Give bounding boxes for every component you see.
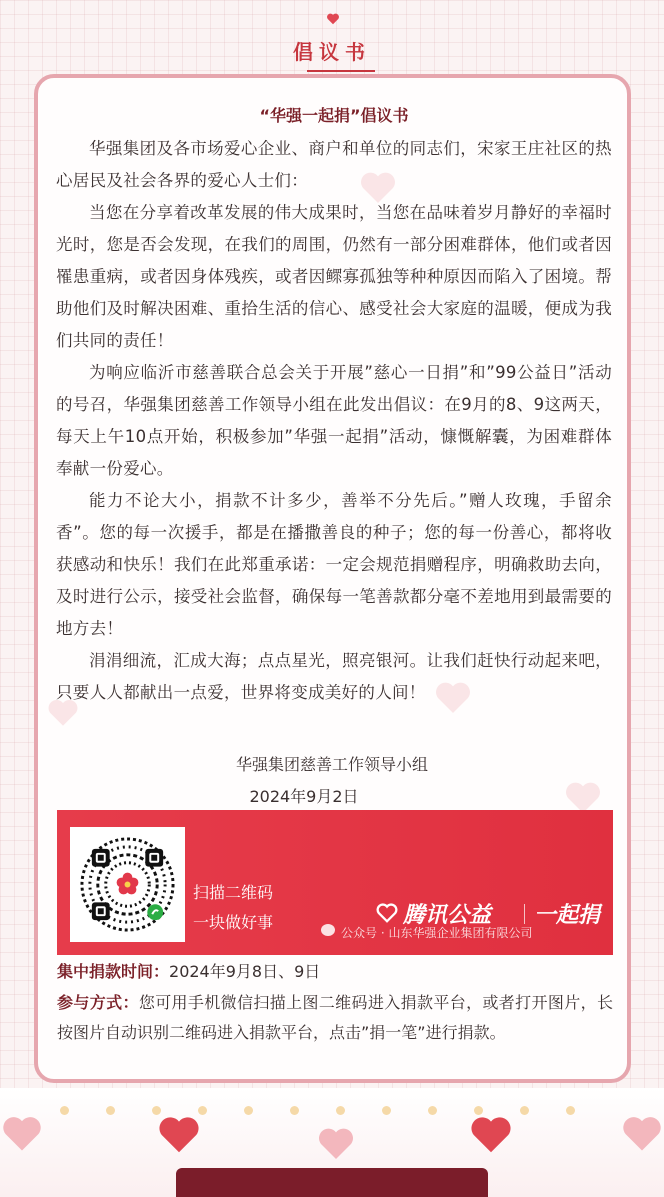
decorative-heart-icon bbox=[0, 1112, 44, 1156]
qr-code[interactable] bbox=[70, 827, 185, 942]
decorative-dot bbox=[566, 1106, 575, 1115]
decorative-heart-icon bbox=[620, 1112, 664, 1156]
page-title: 倡议书 bbox=[293, 40, 371, 64]
participation-method-value: 您可用手机微信扫描上图二维码进入捐款平台，或者打开图片，长按图片自动识别二维码进入捐款平台，点击”捐一笔”进行捐款。 bbox=[57, 993, 613, 1042]
scan-qr-label: 扫描二维码 bbox=[193, 883, 274, 902]
participation-method bbox=[57, 988, 613, 1048]
tencent-charity-logo: 腾讯公益 bbox=[403, 903, 492, 928]
decorative-dot bbox=[244, 1106, 253, 1115]
decorative-dot bbox=[290, 1106, 299, 1115]
heart-logo-icon bbox=[375, 902, 399, 924]
paragraph: 为响应临沂市慈善联合总会关于开展”慈心一日捐”和”99公益日”活动的号召，华强集团慈善工作领导小组在此发出倡议：在9月的8、9这两天，每天上午10点开始，积极参加”华强一起捐”活动，慷慨解囊，为困难群体奉献一份爱心。 bbox=[56, 363, 612, 478]
signature: 华强集团慈善工作领导小组 bbox=[235, 755, 428, 774]
paragraph: 涓涓细流，汇成大海；点点星光，照亮银河。让我们赶快行动起来吧，只要人人都献出一点爱，世界将变成美好的人间！ bbox=[56, 651, 612, 702]
donation-time bbox=[57, 957, 613, 987]
paragraph-salutation: 华强集团及各市场爱心企业、商户和单位的同志们，宋家王庄社区的热心居民及社会各界的爱心人士们： bbox=[56, 139, 612, 190]
logo-divider bbox=[524, 904, 525, 924]
paragraph: 能力不论大小，捐款不计多少，善举不分先后。”赠人玫瑰，手留余香”。您的每一次援手，都是在播撒善良的种子；您的每一份善心，都将收获感动和快乐！我们在此郑重承诺：一定会规范捐赠程序，明确救助去向，及时进行公示，接受社会监督，确保每一笔善款都分毫不差地用到最需要的地方去！ bbox=[56, 491, 612, 638]
yiqijuan-logo: 一起捐 bbox=[534, 903, 601, 928]
stage-decoration bbox=[176, 1168, 488, 1197]
decorative-dot bbox=[428, 1106, 437, 1115]
decorative-heart-icon bbox=[468, 1112, 514, 1158]
decorative-dot bbox=[60, 1106, 69, 1115]
decorative-dot bbox=[520, 1106, 529, 1115]
donation-time-label: 集中捐款时间： bbox=[57, 962, 170, 981]
participation-method-label: 参与方式： bbox=[57, 993, 139, 1012]
decorative-heart-icon bbox=[156, 1112, 202, 1158]
donation-time-value: 2024年9月8日、9日 bbox=[169, 962, 321, 981]
title-underline bbox=[307, 70, 375, 72]
proposal-body bbox=[56, 105, 612, 709]
do-good-label: 一块做好事 bbox=[193, 913, 274, 932]
document-heading: “华强一起捐”倡议书 bbox=[259, 106, 409, 125]
signature-date: 2024年9月2日 bbox=[249, 787, 359, 806]
donation-banner bbox=[57, 810, 613, 955]
heart-icon bbox=[326, 12, 340, 26]
decorative-dot bbox=[106, 1106, 115, 1115]
wechat-watermark: 公众号 · 山东华强企业集团有限公司 bbox=[341, 926, 533, 940]
decorative-dot bbox=[336, 1106, 345, 1115]
paragraph: 当您在分享着改革发展的伟大成果时，当您在品味着岁月静好的幸福时光时，您是否会发现，在我们的周围，仍然有一部分困难群体，他们或者因罹患重病，或者因身体残疾，或者因鳏寡孤独等种种原因而陷入了困境。帮助他们及时解决困难、重拾生活的信心、感受社会大家庭的温暖，便成为我们共同的责任！ bbox=[56, 203, 612, 350]
wechat-icon bbox=[321, 924, 335, 936]
decorative-dot bbox=[382, 1106, 391, 1115]
qr-code-icon bbox=[78, 835, 177, 934]
decorative-heart-icon bbox=[316, 1124, 356, 1164]
